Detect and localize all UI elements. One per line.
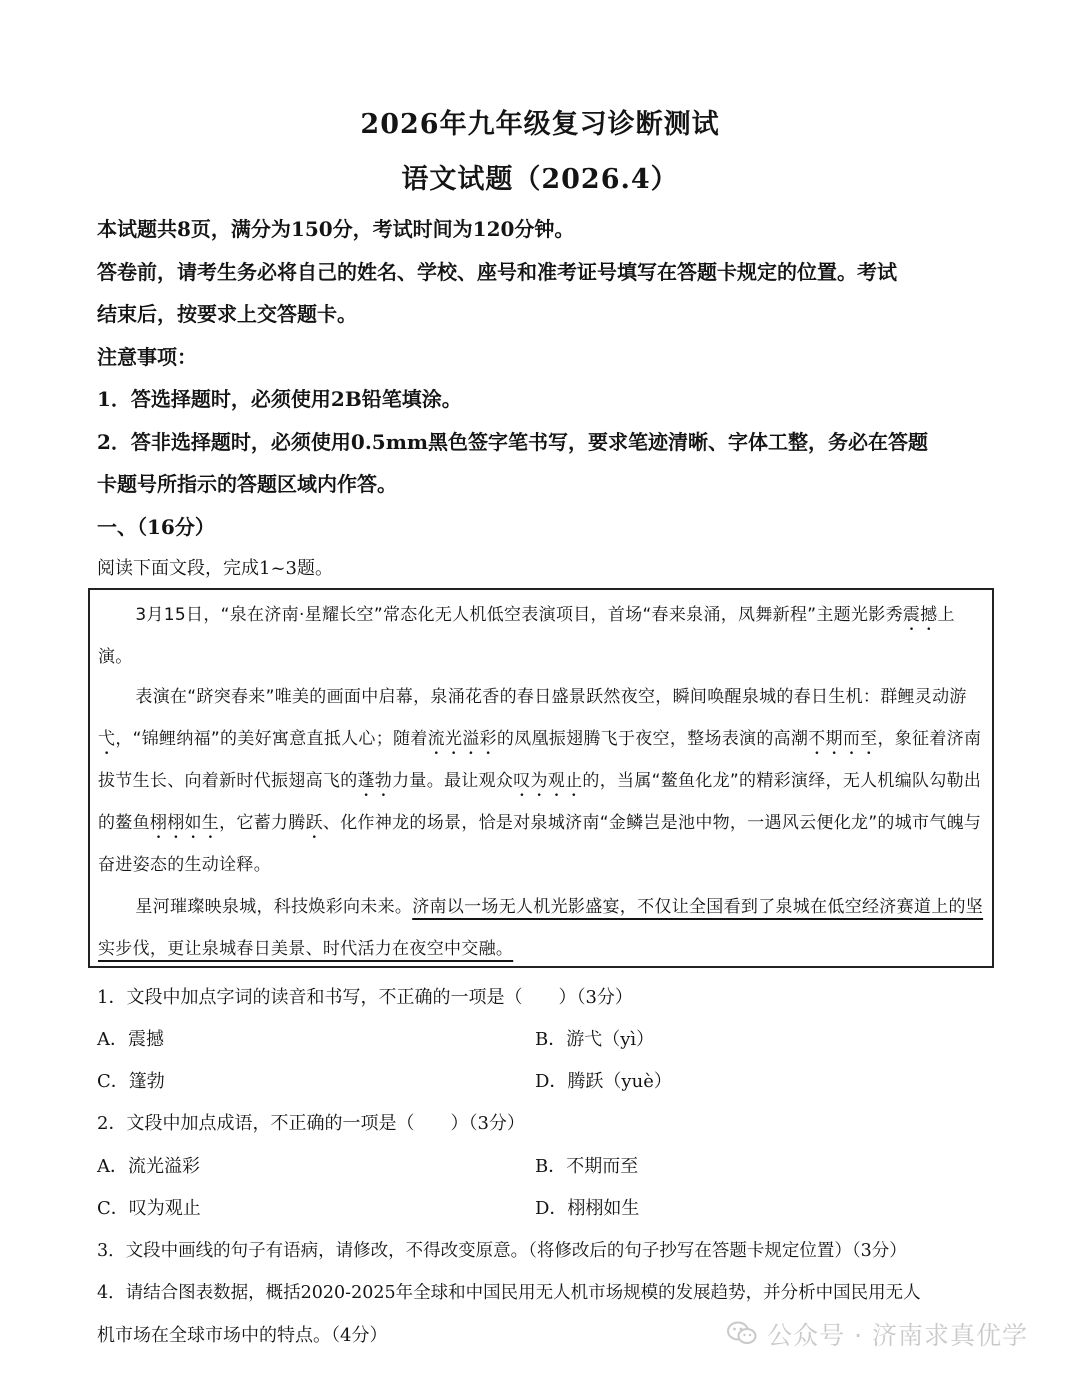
- dotted-word: 跃: [305, 813, 323, 833]
- question-2: 2．文段中加点成语，不正确的一项是（ ）（3分）: [97, 1113, 525, 1134]
- underlined-sentence: 济南以一场无人机光影盛宴，不仅让全国看到了泉城在低空经济赛道上的坚实步伐，更让泉城春日美景、时代活力在夜空中交融。: [98, 897, 984, 959]
- dotted-word: 弋: [98, 729, 116, 749]
- exam-subtitle: 语文试题（2026.4）: [401, 164, 679, 195]
- q1-option-b: B．游弋（yì）: [535, 1029, 655, 1050]
- instruction-line-2a: 答卷前，请考生务必将自己的姓名、学校、座号和准考证号填写在答题卡规定的位置。考试: [97, 260, 897, 284]
- dotted-idiom: 栩栩如生: [149, 813, 220, 833]
- q2-option-d: D．栩栩如生: [535, 1198, 640, 1219]
- passage-paragraph-3: 星河璀璨映泉城，科技焕彩向未来。济南以一场无人机光影盛宴，不仅让全国看到了泉城在低空经济赛道上的坚实步伐，更让泉城春日美景、时代活力在夜空中交融。: [98, 897, 984, 959]
- q2-option-b: B．不期而至: [535, 1156, 639, 1177]
- instruction-line-1: 本试题共8页，满分为150分，考试时间为120分钟。: [97, 217, 575, 241]
- question-4-line-1: 4．请结合图表数据，概括2020-2025年全球和中国民用无人机市场规模的发展趋势，并分析中国民用无人: [97, 1283, 921, 1303]
- note-2a: 2．答非选择题时，必须使用0.5mm黑色签字笔书写，要求笔迹清晰、字体工整，务必在答题: [97, 430, 929, 454]
- dotted-word: 震撼: [902, 605, 938, 625]
- question-4-line-2: 机市场在全球市场中的特点。（4分）: [97, 1325, 388, 1346]
- instruction-line-2b: 结束后，按要求上交答题卡。: [97, 302, 357, 326]
- q1-option-a: A．震撼: [97, 1029, 164, 1050]
- section-heading: 一、（16分）: [97, 515, 215, 539]
- passage-box: [88, 588, 994, 968]
- dotted-idiom: 流光溢彩: [427, 729, 497, 749]
- section-intro: 阅读下面文段，完成1~3题。: [97, 558, 333, 579]
- note-2b: 卡题号所指示的答题区域内作答。: [97, 472, 397, 496]
- question-3: 3．文段中画线的句子有语病，请修改，不得改变原意。（将修改后的句子抄写在答题卡规定位置）（3分）: [97, 1241, 907, 1261]
- wechat-icon: [727, 1321, 757, 1353]
- watermark: [727, 1316, 1028, 1353]
- notes-title: 注意事项：: [97, 345, 197, 369]
- dotted-idiom: 不期而至: [808, 729, 878, 749]
- q1-option-d: D．腾跃（yuè）: [535, 1071, 672, 1092]
- watermark-text: 公众号 · 济南求真优学: [767, 1321, 1028, 1350]
- passage-paragraph-1: 3月15日，“泉在济南·星耀长空”常态化无人机低空表演项目，首场“春来泉涌，凤舞新程”主题光影秀震撼上演。: [98, 605, 955, 667]
- exam-title: 2026年九年级复习诊断测试: [360, 109, 720, 140]
- q2-option-c: C．叹为观止: [97, 1198, 201, 1219]
- note-1: 1．答选择题时，必须使用2B铅笔填涂。: [97, 387, 462, 411]
- q1-option-c: C．篷勃: [97, 1071, 165, 1092]
- dotted-word: 蓬勃: [357, 771, 393, 791]
- dotted-idiom: 叹为观止: [513, 771, 583, 791]
- question-1: 1．文段中加点字词的读音和书写，不正确的一项是（ ）（3分）: [97, 987, 633, 1008]
- passage-paragraph-2: 表演在“跻突春来”唯美的画面中启幕，泉涌花香的春日盛景跃然夜空，瞬间唤醒泉城的春日生机：群鲤灵动游弋，“锦鲤纳福”的美好寓意直抵人心；随着流光溢彩的凤凰振翅腾飞于夜空，整场表演的高潮不期而至，象征着济南拔节生长、向着新时代振翅高飞的蓬勃力量。最让观众叹为观止的，当属“鳌鱼化龙”的精彩演绎，无人机编队勾勒出的鳌鱼栩栩如生，它蓄力腾跃、化作神龙的场景，恰是对泉城济南“金鳞岂是池中物，一遇风云便化龙”的城市气魄与奋进姿态的生动诠释。: [98, 687, 982, 875]
- q2-option-a: A．流光溢彩: [97, 1156, 200, 1177]
